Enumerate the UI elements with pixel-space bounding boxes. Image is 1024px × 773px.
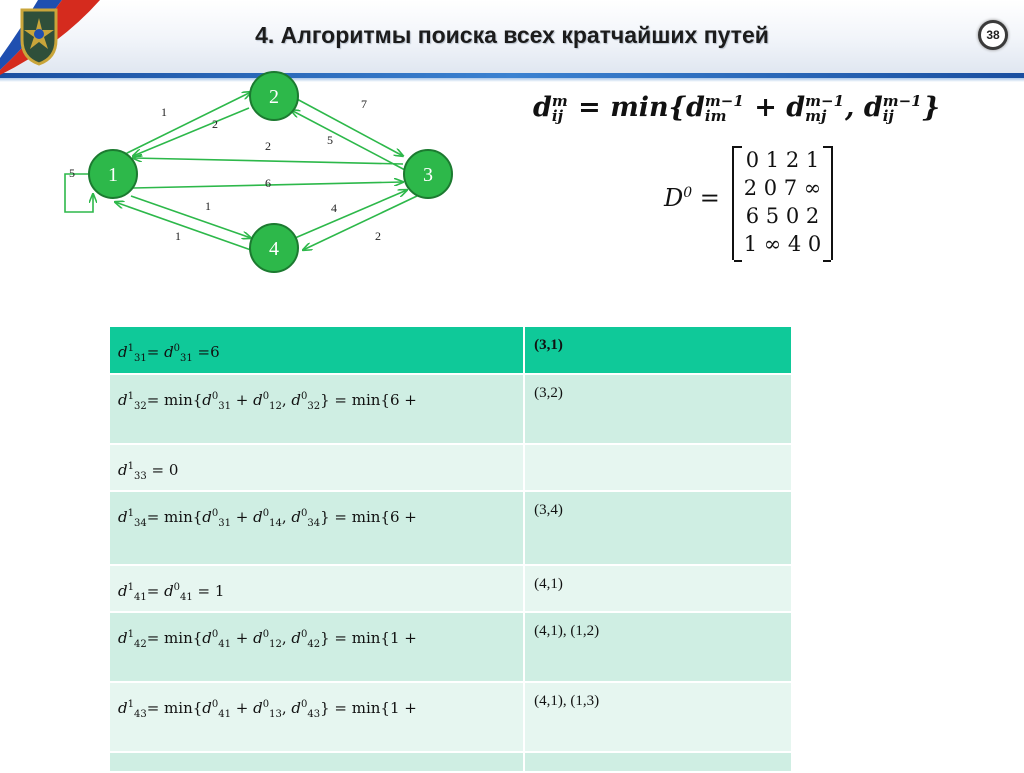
table-cell-path: (3,2) [534, 385, 563, 401]
matrix-row: 2 0 7 ∞ [743, 176, 822, 200]
edge-label-2-3: 7 [361, 97, 367, 111]
svg-text:2: 2 [269, 86, 279, 108]
table-cell-path: (4,1) [534, 576, 563, 592]
table-row [110, 491, 792, 565]
edge-label-loop: 5 [69, 166, 75, 180]
node-3 [404, 150, 452, 198]
computation-table [110, 327, 793, 773]
edge-3-2 [291, 110, 405, 170]
table-cell-path: (4,1), (1,3) [534, 693, 600, 709]
edge-label-3-4: 2 [375, 229, 381, 243]
edge-4-1 [115, 202, 251, 250]
matrix-row: 6 5 0 2 [745, 204, 820, 228]
table-row [110, 682, 792, 752]
edge-2-1 [133, 108, 249, 156]
edge-2-3 [295, 98, 403, 156]
table-row [110, 327, 792, 374]
edge-label-1-2: 1 [161, 105, 167, 119]
table-cell-formula: $d^1_{31}= d^0_{31} =6$ [118, 343, 220, 364]
svg-text:3: 3 [423, 164, 433, 186]
table-cell-formula: $d^1_{33} = 0$ [118, 461, 179, 482]
node-1 [89, 150, 137, 198]
svg-text:1: 1 [108, 164, 118, 186]
table-cell-formula: $d^1_{41}= d^0_{41} = 1$ [118, 582, 225, 603]
edge-4-3 [295, 190, 407, 238]
edge-1-2 [117, 92, 251, 158]
edge-3-4 [303, 196, 417, 250]
page-number-badge [978, 20, 1008, 50]
table-cell-formula: $d^1_{42}= \min\{d^0_{41} + d^0_{12}$, $d^0_{42}\} = \min\{1$ + [118, 629, 417, 650]
table-cell-formula: $d^1_{43}= \min\{d^0_{41} + d^0_{13}$, $d^0_{43}\} = \min\{1$ + [118, 699, 417, 720]
edge-1-4 [131, 196, 251, 238]
table-cell-path: (3,1) [534, 337, 563, 353]
edge-label-4-3: 4 [331, 201, 337, 215]
table-row [110, 612, 792, 682]
floyd-formula: d m ij = min{d m−1 im + d m−1 mj , d m−1 ij } [533, 91, 940, 125]
node-4 [250, 224, 298, 272]
edge-label-3-2: 5 [327, 133, 333, 147]
edge-label-3-1: 2 [265, 139, 271, 153]
table-row [110, 752, 792, 772]
table-row [110, 565, 792, 612]
table-cell-path: (3,4) [534, 502, 563, 518]
matrix-row: 1 ∞ 4 0 [743, 232, 822, 256]
edge-label-1-3: 6 [265, 176, 271, 190]
page-title: 4. Алгоритмы поиска всех кратчайших путей [255, 22, 769, 48]
table-cell-formula: $d^1_{34}= \min\{d^0_{31} + d^0_{14}$, $d^0_{34}\} = \min\{6$ + [118, 508, 417, 529]
node-2 [250, 72, 298, 120]
table-row [110, 444, 792, 491]
matrix-label: $D^0$ = [664, 184, 720, 212]
edge-label-1-4: 1 [205, 199, 211, 213]
matrix-row: 0 1 2 1 [745, 148, 820, 172]
table-row [110, 374, 792, 444]
svg-text:4: 4 [269, 238, 279, 260]
edge-label-4-1: 1 [175, 229, 181, 243]
table-cell-path: (4,1), (1,2) [534, 623, 600, 639]
table-cell-formula: $d^1_{32}= \min\{d^0_{31} + d^0_{12}$, $d^0_{32}\} = \min\{6$ + [118, 391, 417, 412]
edge-label-2-1: 2 [212, 117, 218, 131]
edge-3-1 [133, 158, 403, 164]
page-number: 38 [986, 28, 1000, 42]
matrix-body [732, 146, 833, 260]
graph-diagram [55, 70, 475, 280]
